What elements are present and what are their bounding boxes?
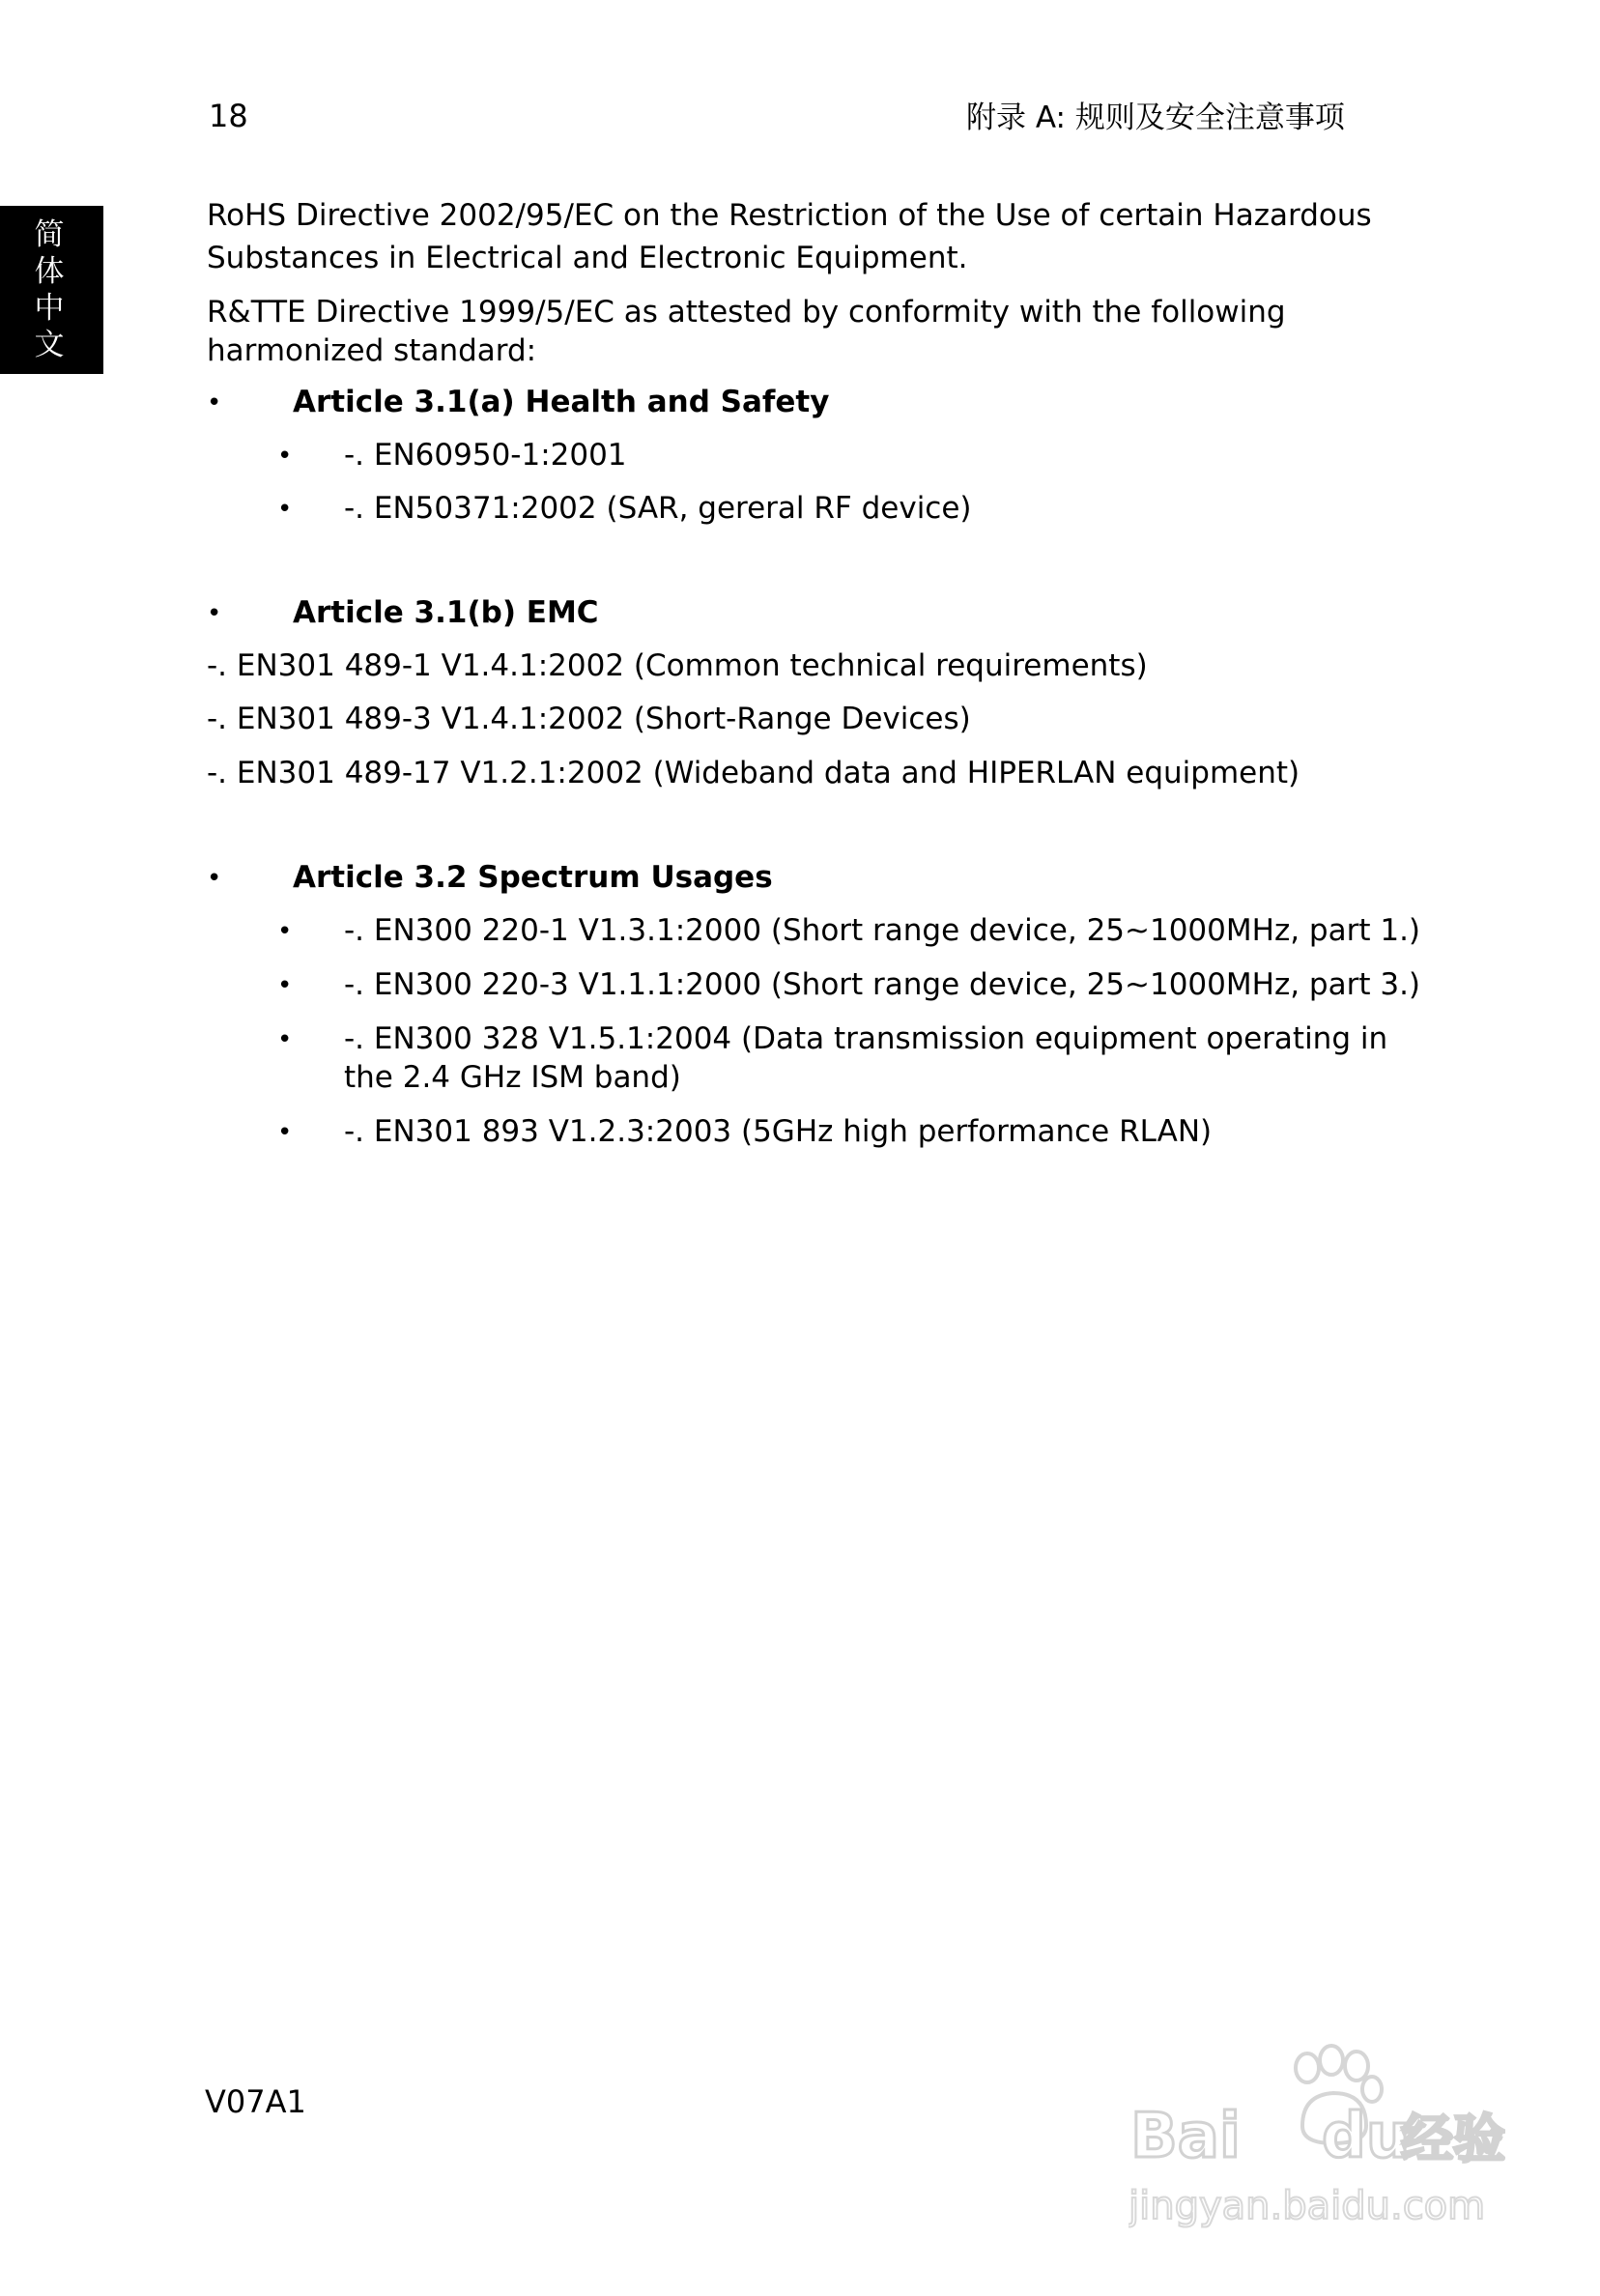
side-tab-char: 文: [34, 328, 65, 362]
standard-item: -. EN301 489-17 V1.2.1:2002 (Wideband data and HIPERLAN equipment): [207, 756, 1300, 790]
svg-text:经验: 经验: [1401, 2109, 1505, 2169]
rtte-paragraph-line-2: harmonized standard:: [207, 333, 537, 368]
rohs-paragraph-line-2: Substances in Electrical and Electronic Equipment.: [207, 241, 968, 275]
side-tab-char: 简: [34, 217, 65, 252]
standard-item: -. EN300 328 V1.5.1:2004 (Data transmission equipment operating in: [344, 1021, 1388, 1056]
svg-text:jingyan.baidu.com: jingyan.baidu.com: [1129, 2184, 1486, 2228]
article-heading-emc: Article 3.1(b) EMC: [293, 595, 599, 630]
version-code: V07A1: [205, 2083, 306, 2120]
bullet-icon: •: [207, 388, 222, 417]
standard-item: -. EN300 220-1 V1.3.1:2000 (Short range device, 25~1000MHz, part 1.): [344, 913, 1421, 948]
bullet-icon: •: [277, 495, 293, 524]
article-heading-health-safety: Article 3.1(a) Health and Safety: [293, 385, 830, 419]
standard-item: -. EN50371:2002 (SAR, gereral RF device): [344, 491, 972, 526]
page-number: 18: [209, 98, 248, 134]
svg-text:du: du: [1322, 2101, 1411, 2172]
bullet-icon: •: [207, 864, 222, 893]
side-tab-char: 中: [34, 291, 65, 326]
bullet-icon: •: [277, 971, 293, 1000]
svg-text:Bai: Bai: [1130, 2101, 1241, 2172]
standard-item: -. EN301 489-1 V1.4.1:2002 (Common technical requirements): [207, 648, 1148, 683]
standard-item: -. EN60950-1:2001: [344, 438, 627, 473]
bullet-icon: •: [277, 1118, 293, 1147]
standard-item: -. EN300 220-3 V1.1.1:2000 (Short range device, 25~1000MHz, part 3.): [344, 967, 1421, 1002]
side-tab-char: 体: [34, 254, 65, 289]
bullet-icon: •: [207, 599, 222, 628]
standard-item: -. EN301 893 V1.2.3:2003 (5GHz high performance RLAN): [344, 1114, 1213, 1149]
article-heading-spectrum-usages: Article 3.2 Spectrum Usages: [293, 860, 773, 895]
rohs-paragraph-line-1: RoHS Directive 2002/95/EC on the Restriction of the Use of certain Hazardous: [207, 198, 1372, 233]
bullet-icon: •: [277, 442, 293, 471]
paw-logo-icon: [1129, 2039, 1505, 2232]
bullet-icon: •: [277, 1025, 293, 1054]
standard-item: -. EN301 489-3 V1.4.1:2002 (Short-Range Devices): [207, 702, 971, 736]
chapter-title: 附录 A: 规则及安全注意事项: [966, 100, 1345, 135]
baidu-jingyan-watermark: [1129, 2039, 1505, 2232]
rtte-paragraph-line-1: R&TTE Directive 1999/5/EC as attested by conformity with the following: [207, 295, 1286, 330]
bullet-icon: •: [277, 917, 293, 946]
standard-item-continuation: the 2.4 GHz ISM band): [344, 1060, 681, 1095]
